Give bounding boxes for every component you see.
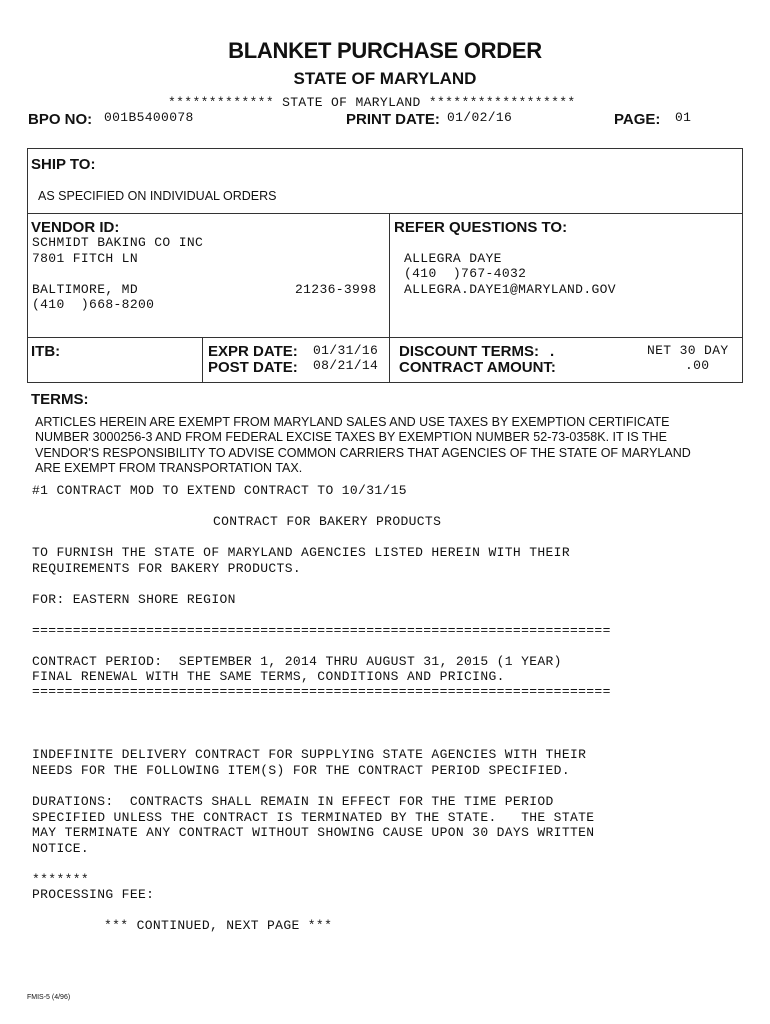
contract-amount-value: .00 xyxy=(685,358,710,373)
terms-line: VENDOR'S RESPONSIBILITY TO ADVISE COMMON CARRIERS THAT AGENCIES OF THE STATE OF MARYLAND xyxy=(35,445,691,460)
durations-line-3: MAY TERMINATE ANY CONTRACT WITHOUT SHOWING CAUSE UPON 30 DAYS WRITTEN xyxy=(32,825,595,840)
furnish-line-1: TO FURNISH THE STATE OF MARYLAND AGENCIES LISTED HEREIN WITH THEIR xyxy=(32,545,570,560)
vendor-name: SCHMIDT BAKING CO INC xyxy=(32,235,204,250)
post-date-label: POST DATE: xyxy=(208,359,298,376)
vendor-box xyxy=(27,213,743,338)
terms-line: ARTICLES HEREIN ARE EXEMPT FROM MARYLAND SALES AND USE TAXES BY EXEMPTION CERTIFICATE xyxy=(35,415,670,429)
terms-line: NUMBER 3000256-3 AND FROM FEDERAL EXCISE TAXES BY EXEMPTION NUMBER 52-73-0358K. IT IS THE xyxy=(35,430,667,445)
contract-period-line-1: CONTRACT PERIOD: SEPTEMBER 1, 2014 THRU AUGUST 31, 2015 (1 YEAR) xyxy=(32,654,562,669)
vendor-zip: 21236-3998 xyxy=(295,282,377,297)
durations-line-4: NOTICE. xyxy=(32,841,90,856)
info-divider-2 xyxy=(389,337,390,383)
vendor-city: BALTIMORE, MD xyxy=(32,282,138,297)
contract-title: CONTRACT FOR BAKERY PRODUCTS xyxy=(213,514,442,529)
stars-line: ******* xyxy=(32,872,90,887)
print-date-value: 01/02/16 xyxy=(447,110,513,125)
post-date-value: 08/21/14 xyxy=(313,358,379,373)
ship-to-box xyxy=(27,148,743,214)
contract-period-line-2: FINAL RENEWAL WITH THE SAME TERMS, CONDITIONS AND PRICING. xyxy=(32,669,505,684)
bpo-label: BPO NO: xyxy=(28,111,93,128)
expr-date-value: 01/31/16 xyxy=(313,343,379,358)
expr-date-label: EXPR DATE: xyxy=(208,343,298,360)
processing-fee-line: PROCESSING FEE: xyxy=(32,887,155,902)
discount-terms-label: DISCOUNT TERMS: xyxy=(399,343,539,360)
vendor-id-label: VENDOR ID: xyxy=(31,219,120,236)
ship-to-label: SHIP TO: xyxy=(31,156,96,173)
continued-line: *** CONTINUED, NEXT PAGE *** xyxy=(104,918,333,933)
discount-terms-dot: . xyxy=(550,343,555,360)
refer-questions-label: REFER QUESTIONS TO: xyxy=(394,219,568,236)
durations-line-1: DURATIONS: CONTRACTS SHALL REMAIN IN EFFECT FOR THE TIME PERIOD xyxy=(32,794,554,809)
terms-label: TERMS: xyxy=(31,391,89,408)
contact-email: ALLEGRA.DAYE1@MARYLAND.GOV xyxy=(404,282,616,297)
terms-line: ARE EXEMPT FROM TRANSPORTATION TAX. xyxy=(35,460,303,475)
itb-label: ITB: xyxy=(31,343,61,360)
print-date-label: PRINT DATE: xyxy=(346,111,440,128)
bpo-number: 001B5400078 xyxy=(104,110,194,125)
form-id: FMIS-5 (4/96) xyxy=(27,994,71,1001)
indefinite-line-1: INDEFINITE DELIVERY CONTRACT FOR SUPPLYING STATE AGENCIES WITH THEIR xyxy=(32,747,587,762)
document-subtitle: STATE OF MARYLAND xyxy=(293,69,477,88)
page-label: PAGE: xyxy=(614,111,661,128)
page-number: 01 xyxy=(675,110,692,125)
separator-line: ======================================================================= xyxy=(32,623,611,638)
vendor-street: 7801 FITCH LN xyxy=(32,251,138,266)
contract-mod-line: #1 CONTRACT MOD TO EXTEND CONTRACT TO 10/31/15 xyxy=(32,483,407,498)
vendor-phone: (410 )668-8200 xyxy=(32,297,155,312)
indefinite-line-2: NEEDS FOR THE FOLLOWING ITEM(S) FOR THE CONTRACT PERIOD SPECIFIED. xyxy=(32,763,570,778)
contact-name: ALLEGRA DAYE xyxy=(404,251,502,266)
discount-terms-value: NET 30 DAY xyxy=(647,343,729,358)
contact-phone: (410 )767-4032 xyxy=(404,266,527,281)
info-divider-1 xyxy=(202,337,203,383)
furnish-line-2: REQUIREMENTS FOR BAKERY PRODUCTS. xyxy=(32,561,301,576)
terms-paragraph xyxy=(35,415,745,476)
vendor-divider xyxy=(389,213,390,338)
contract-amount-label: CONTRACT AMOUNT: xyxy=(399,359,556,376)
separator-line: ======================================================================= xyxy=(32,684,611,699)
region-line: FOR: EASTERN SHORE REGION xyxy=(32,592,236,607)
ship-to-value: AS SPECIFIED ON INDIVIDUAL ORDERS xyxy=(38,189,277,203)
document-title: BLANKET PURCHASE ORDER xyxy=(228,38,542,63)
durations-line-2: SPECIFIED UNLESS THE CONTRACT IS TERMINATED BY THE STATE. THE STATE xyxy=(32,810,595,825)
state-banner: ************* STATE OF MARYLAND ****************** xyxy=(168,95,576,110)
info-box xyxy=(27,337,743,383)
